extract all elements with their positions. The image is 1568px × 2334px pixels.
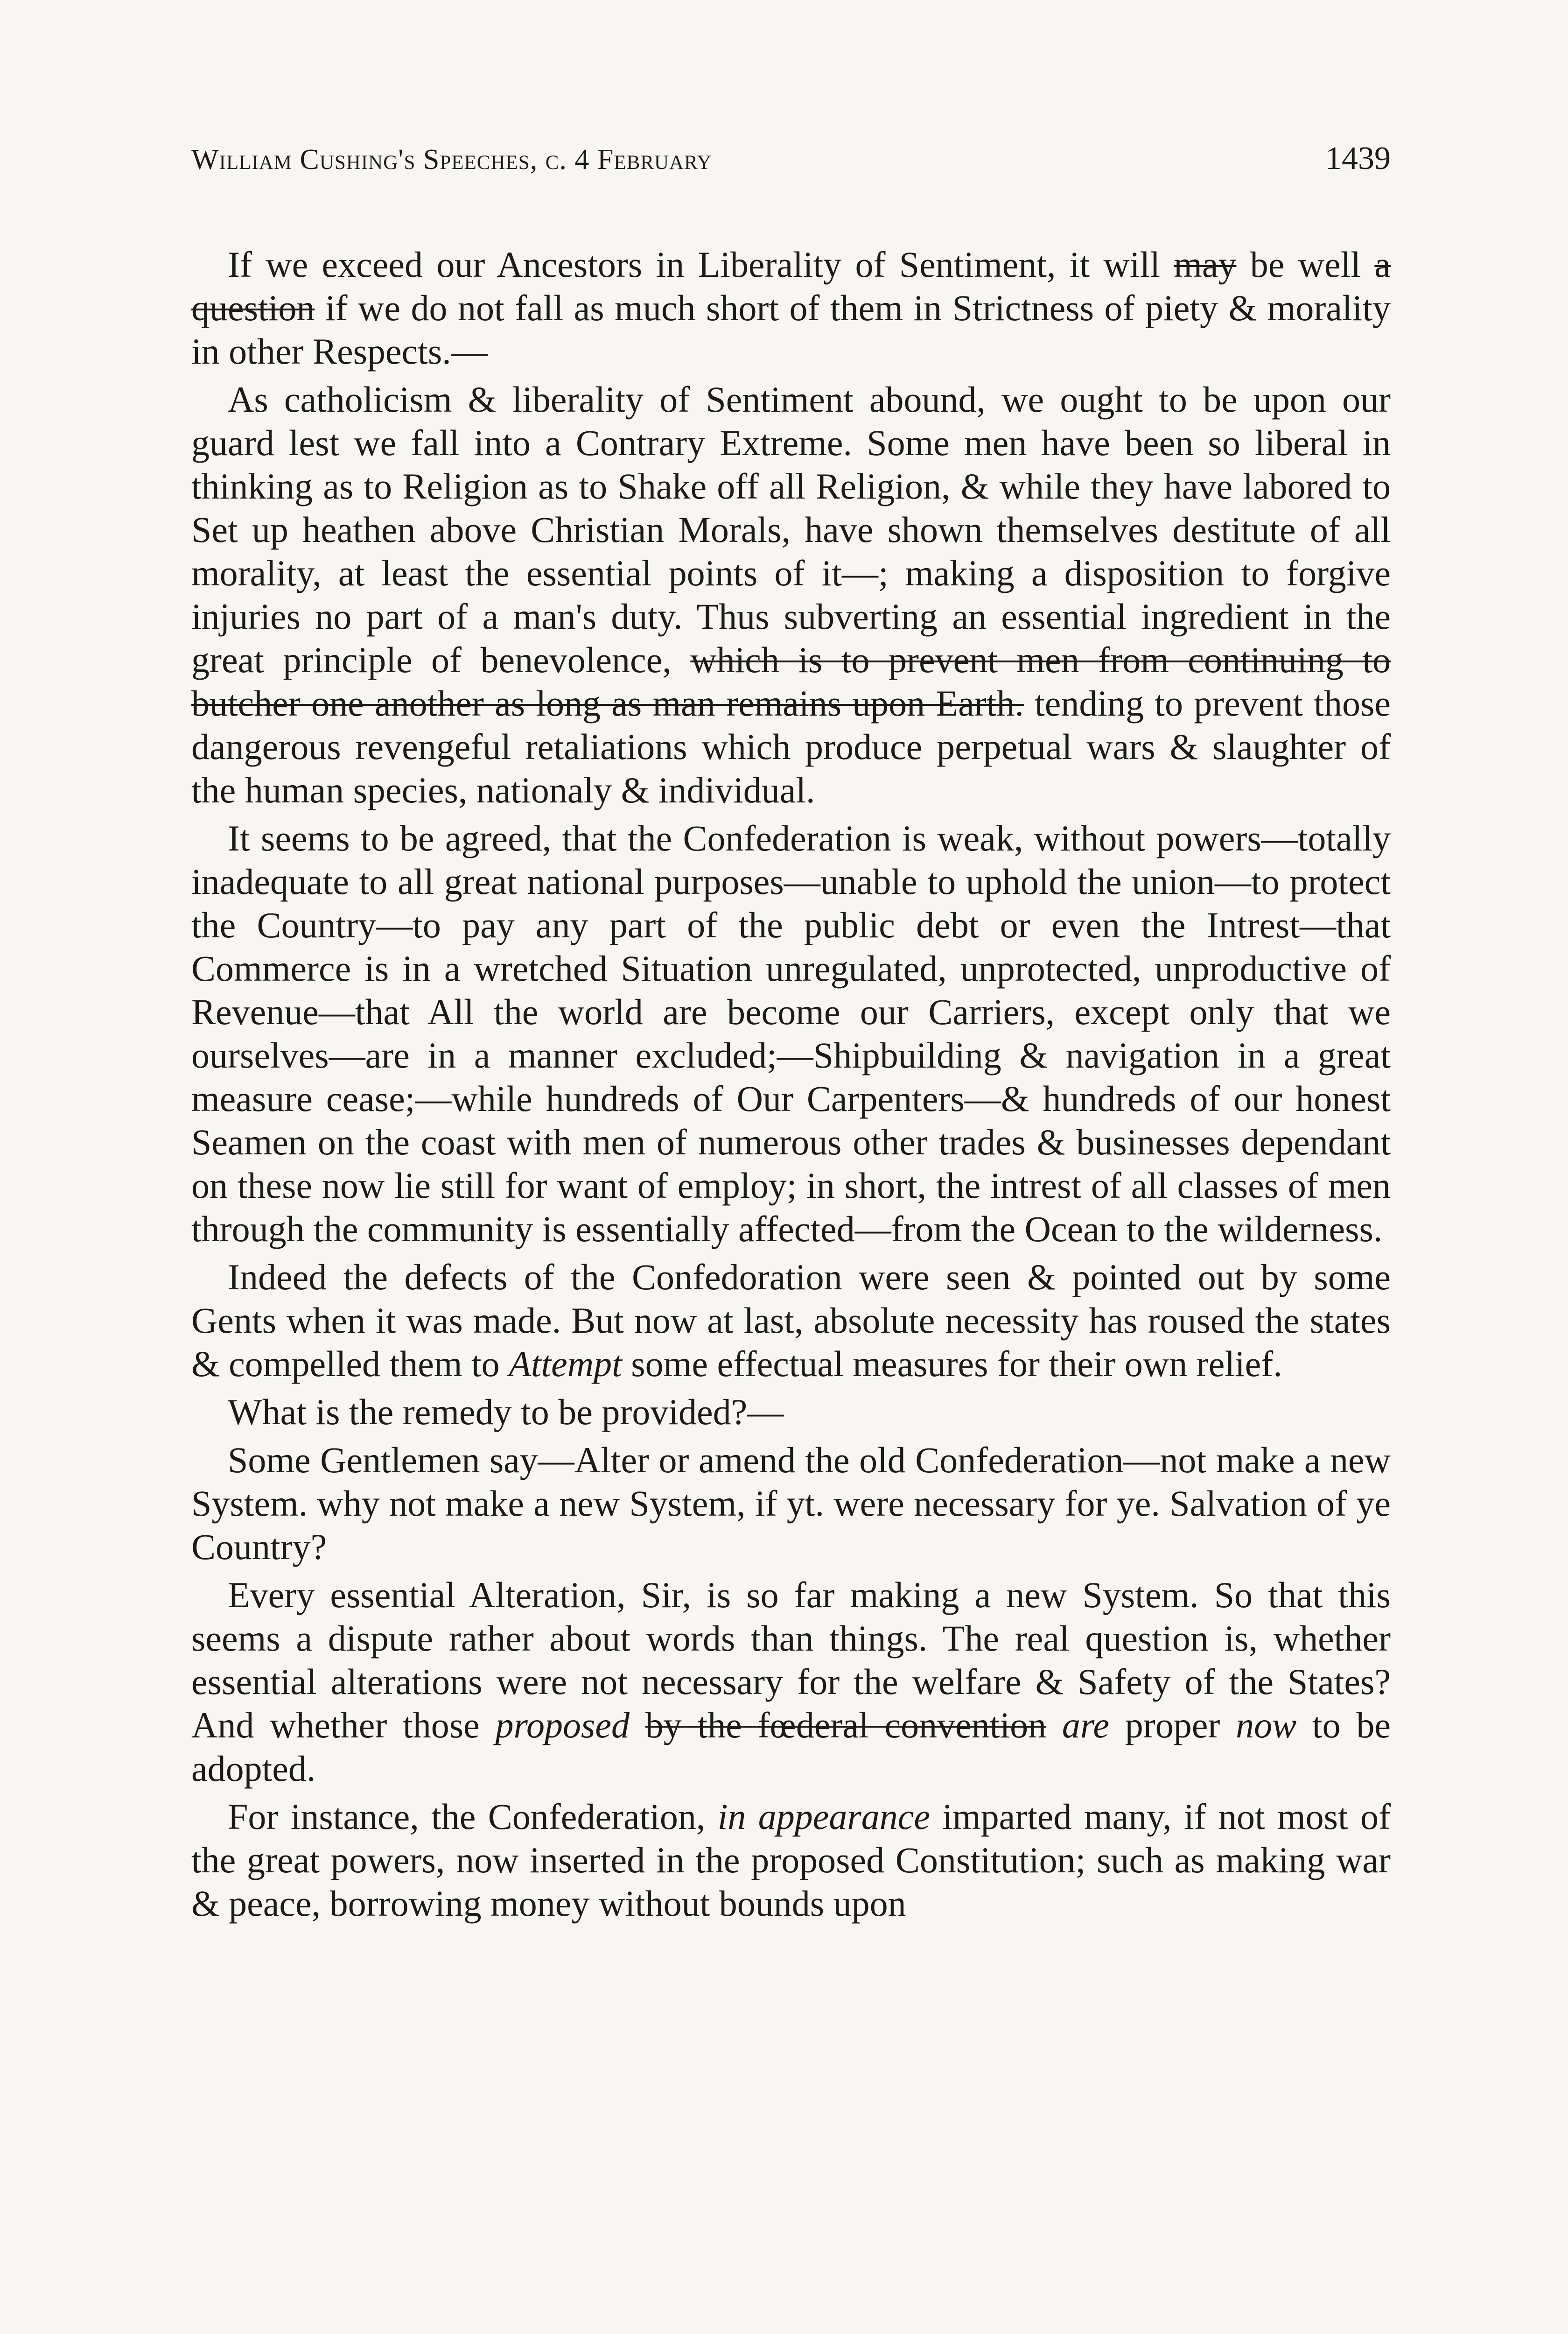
italic-text: Attempt bbox=[509, 1343, 622, 1384]
text-run bbox=[1046, 1705, 1062, 1745]
italic-text: are bbox=[1062, 1705, 1109, 1745]
running-head-title: William Cushing's Speeches, c. 4 February bbox=[191, 144, 712, 176]
text-run: be well bbox=[1236, 244, 1375, 285]
page-number: 1439 bbox=[1325, 141, 1391, 176]
text-run bbox=[630, 1705, 645, 1745]
text-run: Every essential Alteration, Sir, is so far making a new System. So that this seems a dispute rather about words than things. The real question is, whether essential alterations were not necessary for the welfare & Safety of the States? And whether those bbox=[191, 1575, 1391, 1745]
paragraph bbox=[191, 1255, 1391, 1385]
text-run: If we exceed our Ancestors in Liberality of Sentiment, it will bbox=[228, 244, 1174, 285]
text-run: Indeed the defects of the Confedoration were seen & pointed out by some Gents when it was made. But now at last, absolute necessity has roused the states & compelled them to bbox=[191, 1257, 1391, 1384]
text-run: It seems to be agreed, that the Confederation is weak, without powers—totally inadequate to all great national purposes—unable to uphold the union—to protect the Country—to pay any part of the public debt or even the Intrest—that Commerce is in a wretched Situation unregulated, unprotected, unproductive of Revenue—that All the world are become our Carriers, except only that we ourselves—are in a manner excluded;—Shipbuilding & navigation in a great measure cease;—while hundreds of Our Carpenters—& hundreds of our honest Seamen on the coast with men of numerous other trades & businesses dependant on these now lie still for want of employ; in short, the intrest of all classes of men through the community is essentially affected—from the Ocean to the wilderness. bbox=[191, 818, 1391, 1249]
paragraph bbox=[191, 1390, 1391, 1434]
body-text bbox=[191, 243, 1391, 1925]
text-run: For instance, the Confederation, bbox=[228, 1796, 718, 1837]
text-run: proper bbox=[1109, 1705, 1236, 1745]
text-run: What is the remedy to be provided?— bbox=[228, 1392, 784, 1432]
text-run: some effectual measures for their own relief. bbox=[622, 1343, 1282, 1384]
italic-text: now bbox=[1236, 1705, 1297, 1745]
text-run: to be adopted. bbox=[191, 1705, 1391, 1789]
paragraph bbox=[191, 243, 1391, 373]
text-run: tending to prevent those dangerous revengeful retaliations which produce perpetual wars & slaughter of the human species, nationaly & individual. bbox=[191, 683, 1391, 810]
text-run: Some Gentlemen say—Alter or amend the old Confederation—not make a new System. why not make a new System, if yt. were necessary for ye. Salvation of ye Country? bbox=[191, 1440, 1391, 1567]
italic-text: in appearance bbox=[717, 1796, 930, 1837]
struck-text: a question bbox=[191, 244, 1391, 328]
text-run: As catholicism & liberality of Sentiment abound, we ought to be upon our guard lest we fall into a Contrary Extreme. Some men have been so liberal in thinking as to Religion as to Shake off all Religion, & while they have labored to Set up heathen above Christian Morals, have shown themselves destitute of all morality, at least the essential points of it—; making a disposition to forgive injuries no part of a man's duty. Thus subverting an essential ingredient in the great principle of benevolence, bbox=[191, 379, 1391, 680]
paragraph bbox=[191, 1438, 1391, 1568]
italic-text: proposed bbox=[495, 1705, 630, 1745]
running-head bbox=[191, 140, 1391, 210]
paragraph bbox=[191, 1573, 1391, 1790]
struck-text: by the fœderal convention bbox=[645, 1705, 1047, 1745]
struck-text: which is to prevent men from continuing to butcher one another as long as man remains upon Earth. bbox=[191, 640, 1391, 724]
paragraph bbox=[191, 378, 1391, 812]
paragraph bbox=[191, 816, 1391, 1251]
paragraph bbox=[191, 1795, 1391, 1925]
book-page bbox=[191, 140, 1391, 1930]
text-run: imparted many, if not most of the great powers, now inserted in the proposed Constitution; such as making war & peace, borrowing money without bounds upon bbox=[191, 1796, 1391, 1924]
text-run: if we do not fall as much short of them in Strictness of piety & morality in other Respects.— bbox=[191, 288, 1391, 372]
struck-text: may bbox=[1174, 244, 1237, 285]
